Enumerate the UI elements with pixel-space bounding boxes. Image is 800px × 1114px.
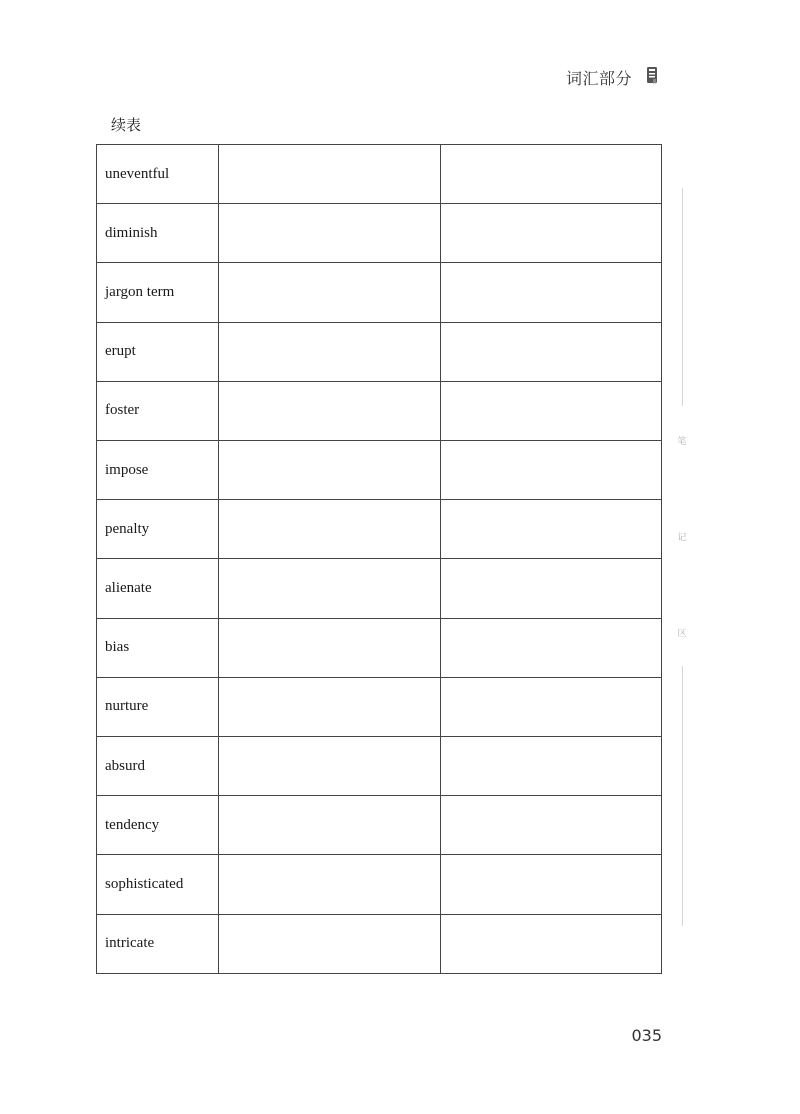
- vocab-word-cell: penalty: [97, 500, 219, 559]
- notes-cell[interactable]: [440, 737, 661, 796]
- book-ribbon-icon: [646, 66, 658, 84]
- table-row: [97, 441, 662, 500]
- meaning-cell[interactable]: [219, 618, 440, 677]
- vocabulary-table: [96, 144, 662, 974]
- notes-area-line-top: [682, 188, 683, 406]
- notes-area-line-bottom: [682, 666, 683, 926]
- continued-table-label: 续表: [111, 116, 142, 134]
- vocab-word-cell: erupt: [97, 322, 219, 381]
- meaning-cell[interactable]: [219, 677, 440, 736]
- meaning-cell[interactable]: [219, 855, 440, 914]
- meaning-cell[interactable]: [219, 204, 440, 263]
- meaning-cell[interactable]: [219, 737, 440, 796]
- table-row: [97, 145, 662, 204]
- notes-cell[interactable]: [440, 204, 661, 263]
- meaning-cell[interactable]: [219, 381, 440, 440]
- vocab-word-cell: sophisticated: [97, 855, 219, 914]
- meaning-cell[interactable]: [219, 441, 440, 500]
- notes-cell[interactable]: [440, 500, 661, 559]
- notes-cell[interactable]: [440, 263, 661, 322]
- vocab-word-cell: uneventful: [97, 145, 219, 204]
- notes-cell[interactable]: [440, 618, 661, 677]
- table-row: [97, 618, 662, 677]
- page-number: 035: [631, 1026, 662, 1045]
- notes-cell[interactable]: [440, 381, 661, 440]
- notes-cell[interactable]: [440, 322, 661, 381]
- table-row: [97, 914, 662, 973]
- section-title: 词汇部分: [565, 69, 632, 88]
- notes-cell[interactable]: [440, 441, 661, 500]
- notes-cell[interactable]: [440, 677, 661, 736]
- vocab-word-cell: bias: [97, 618, 219, 677]
- table-row: [97, 796, 662, 855]
- table-row: [97, 381, 662, 440]
- vocab-word-cell: impose: [97, 441, 219, 500]
- meaning-cell[interactable]: [219, 263, 440, 322]
- table-row: [97, 500, 662, 559]
- meaning-cell[interactable]: [219, 145, 440, 204]
- notes-area-char-1: 笔: [677, 437, 687, 447]
- vocab-word-cell: nurture: [97, 677, 219, 736]
- notes-area-char-3: 区: [677, 629, 687, 639]
- table-row: [97, 677, 662, 736]
- vocab-word-cell: absurd: [97, 737, 219, 796]
- table-row: [97, 737, 662, 796]
- meaning-cell[interactable]: [219, 322, 440, 381]
- notes-cell[interactable]: [440, 855, 661, 914]
- vocab-word-cell: alienate: [97, 559, 219, 618]
- notes-cell[interactable]: [440, 796, 661, 855]
- meaning-cell[interactable]: [219, 500, 440, 559]
- meaning-cell[interactable]: [219, 914, 440, 973]
- table-row: [97, 263, 662, 322]
- vocab-word-cell: jargon term: [97, 263, 219, 322]
- meaning-cell[interactable]: [219, 796, 440, 855]
- notes-area-char-2: 记: [677, 533, 687, 543]
- vocab-word-cell: foster: [97, 381, 219, 440]
- notes-cell[interactable]: [440, 145, 661, 204]
- table-row: [97, 855, 662, 914]
- vocab-word-cell: tendency: [97, 796, 219, 855]
- notes-cell[interactable]: [440, 559, 661, 618]
- vocab-word-cell: diminish: [97, 204, 219, 263]
- vocab-word-cell: intricate: [97, 914, 219, 973]
- table-row: [97, 204, 662, 263]
- notes-cell[interactable]: [440, 914, 661, 973]
- table-row: [97, 322, 662, 381]
- table-row: [97, 559, 662, 618]
- meaning-cell[interactable]: [219, 559, 440, 618]
- vocabulary-table-body: [97, 145, 662, 974]
